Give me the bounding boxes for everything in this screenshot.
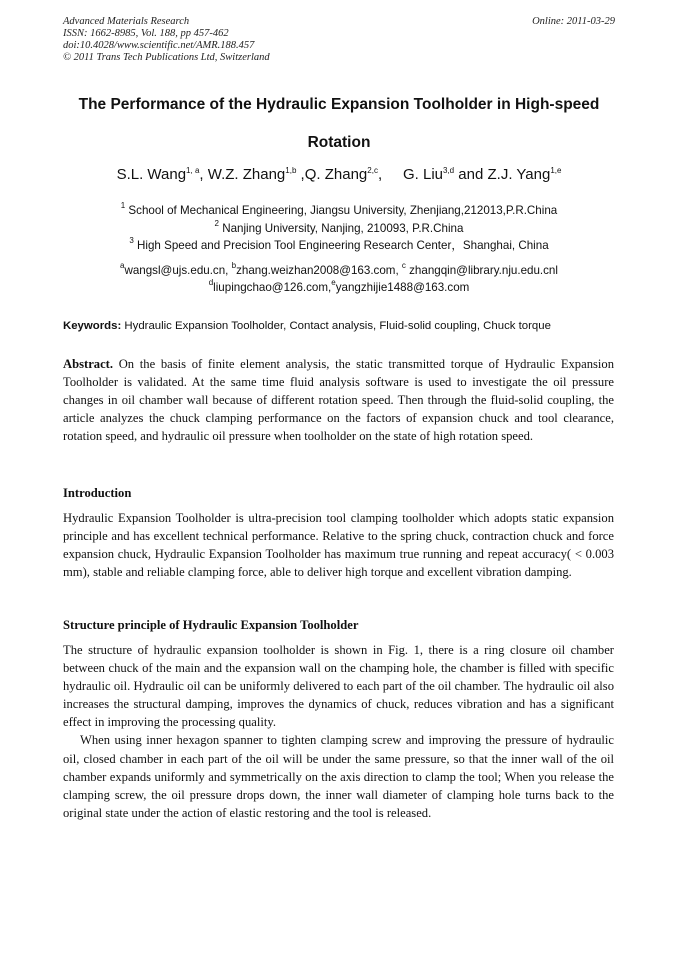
affiliation-line <box>40 202 638 220</box>
structure-heading: Structure principle of Hydraulic Expansion Toolholder <box>63 618 359 632</box>
email-c[interactable]: zhangqin@library.nju.edu.cnl <box>405 264 558 277</box>
author-separator: , <box>199 166 208 183</box>
introduction-heading: Introduction <box>63 486 132 500</box>
abstract <box>63 355 614 445</box>
online-date: Online: 2011-03-29 <box>532 16 615 27</box>
journal-name: Advanced Materials Research <box>63 16 190 27</box>
affiliation-superscript: 1 <box>120 201 126 210</box>
doi-line[interactable]: doi:10.4028/www.scientific.net/AMR.188.457 <box>63 40 255 51</box>
author-separator: , <box>377 166 403 183</box>
author-separator: and <box>454 166 488 183</box>
author-name: Z.J. Yang <box>487 166 551 183</box>
email-e[interactable]: yangzhijie1488@163.com <box>335 281 470 294</box>
author-name: S.L. Wang <box>116 166 187 183</box>
email-superscript: a <box>120 261 125 270</box>
abstract-label: Abstract. <box>63 357 114 371</box>
affiliation-line <box>40 220 638 238</box>
author-name: W.Z. Zhang <box>207 166 286 183</box>
email-d[interactable]: liupingchao@126.com, <box>213 281 332 294</box>
author-superscript: 2,c <box>367 166 378 175</box>
keywords <box>63 318 623 334</box>
affiliation-superscript: 2 <box>214 218 219 228</box>
structure-section <box>63 641 614 822</box>
email-line-2 <box>40 279 638 296</box>
issn-line: ISSN: 1662-8985, Vol. 188, pp 457-462 <box>63 28 229 39</box>
author-superscript: 1,b <box>285 166 297 175</box>
author-superscript: 1,e <box>550 166 562 175</box>
keywords-label: Keywords: <box>63 320 122 332</box>
author-superscript: 1, a <box>186 166 200 175</box>
email-line-1 <box>40 262 638 279</box>
email-b[interactable]: zhang.weizhan2008@163.com, <box>236 264 402 277</box>
structure-paragraph-2: When using inner hexagon spanner to tighten clamping screw and improving the pressure of hydraulic oil, closed chamber in each part of the oil will be under the same pressure, so that the inner wall of the oil chamber expands uniformly and symmetrically on the axis direction to clamp the tool; When you release the clamping screw, the oil pressure drops down, the inner wall diameter of clamping hole turns back to the original state under the action of elastic restoring and the tool is released. <box>63 733 614 820</box>
paper-title <box>40 86 638 162</box>
affiliations <box>40 202 638 255</box>
affiliation-text: Nanjing University, Nanjing, 210093, P.R.China <box>218 221 464 235</box>
author-name: G. Liu <box>402 166 443 183</box>
abstract-text: On the basis of finite element analysis, the static transmitted torque of Hydraulic Expansion Toolholder is validated. At the same time fluid analysis software is used to investigate the oil pressure changes in oil chamber wall because of different rotation speed. Then through the fluid-solid coupling, the article analyzes the chuck clamping performance on the factors of expansion chuck and tool clearance, rotation speed, and hydraulic oil pressure when toolholder on the state of high rotation speed. <box>63 357 614 444</box>
affiliation-line <box>40 237 638 255</box>
author-name: Q. Zhang <box>304 166 368 183</box>
structure-paragraph-1: The structure of hydraulic expansion toolholder is shown in Fig. 1, there is a ring closure oil chamber between chuck of the main and the expansion wall on the champing hole, the chamber is filled with specific hydraulic oil. Hydraulic oil can be uniformly delivered to each part of the oil chamber. The hydraulic oil also increases the structural damping, improves the dynamics of chuck, reduces vibration and has a significant effect in improving the processing quality. <box>63 643 614 730</box>
author-emails <box>40 262 638 296</box>
email-superscript: e <box>331 278 336 287</box>
affiliation-text: High Speed and Precision Tool Engineering Research Center，Shanghai, China <box>133 239 549 252</box>
email-superscript: c <box>401 261 406 270</box>
title-line-2: Rotation <box>307 134 371 151</box>
email-superscript: d <box>208 278 214 287</box>
title-line-1: The Performance of the Hydraulic Expansion Toolholder in High-speed <box>78 96 600 113</box>
keywords-text: Hydraulic Expansion Toolholder, Contact analysis, Fluid-solid coupling, Chuck torque <box>121 320 551 332</box>
affiliation-text: School of Mechanical Engineering, Jiangsu University, Zhenjiang,212013,P.R.China <box>125 204 558 217</box>
journal-header <box>63 16 615 64</box>
copyright-line: © 2011 Trans Tech Publications Ltd, Switzerland <box>63 52 270 63</box>
introduction-paragraph: Hydraulic Expansion Toolholder is ultra-precision tool clamping toolholder which adopts static expansion principle and has excellent technical performance. Relative to the spring chuck, contraction chuck and force expansion chuck, Hydraulic Expansion Toolholder has maximum true running and repeat accuracy( < 0.003 mm), stable and reliable clamping force, able to deliver high torque and excellent vibration damping. <box>63 511 614 580</box>
author-separator: , <box>296 166 305 183</box>
author-list <box>40 165 638 185</box>
author-superscript: 3,d <box>443 166 455 175</box>
email-a[interactable]: wangsl@ujs.edu.cn, <box>124 264 232 277</box>
affiliation-superscript: 3 <box>129 236 134 245</box>
email-superscript: b <box>231 261 237 270</box>
